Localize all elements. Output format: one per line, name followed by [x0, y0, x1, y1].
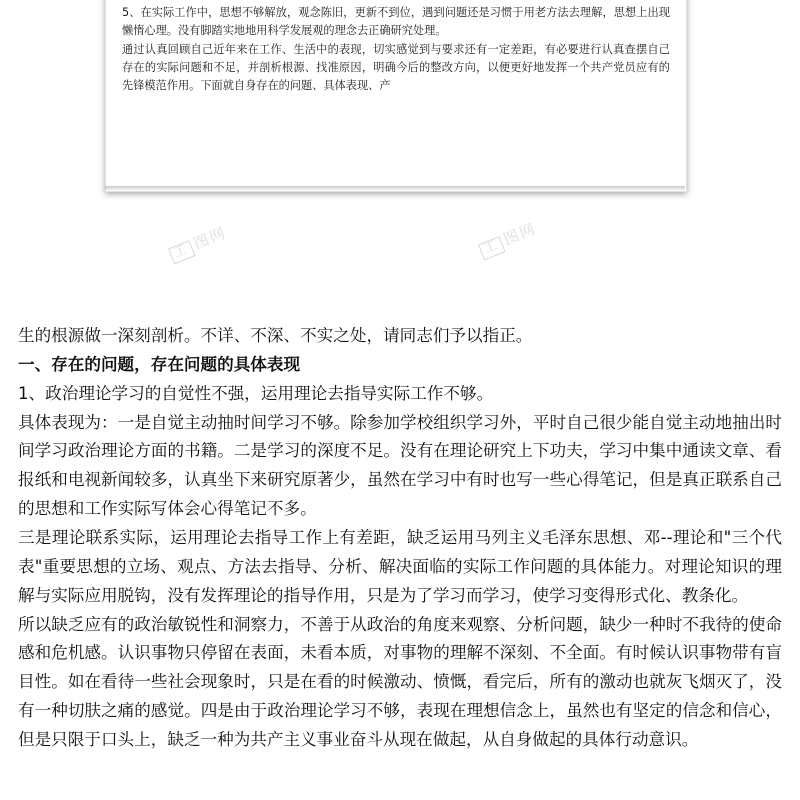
preview-paragraph — [122, 0, 670, 3]
document-preview-region — [0, 0, 800, 300]
watermark-text: 图网 — [190, 223, 230, 253]
body-paragraph: 具体表现为：一是自觉主动抽时间学习不够。除参加学校组织学习外，平时自己很少能自觉主动地抽出时间学习政治理论方面的书籍。二是学习的深度不足。没有在理论研究上下功夫，学习中集中通读文章、看报纸和电视新闻较多，认真坐下来研究原著少，虽然在学习中有时也写一些心得笔记，但是真正联系自己的思想和工作实际写体会心得笔记不多。 — [18, 412, 782, 519]
scanned-page-text — [106, 0, 686, 104]
scanned-page-card — [105, 0, 687, 192]
body-paragraph: 三是理论联系实际，运用理论去指导工作上有差距，缺乏运用马列主义毛泽东思想、邓--理论和"三个代表"重要思想的立场、观点、方法去指导、分析、解决面临的实际工作问题的具体能力。对理论知识的理解与实际应用脱钩，没有发挥理论的指导作用，只是为了学习而学习，使学习变得形式化、教条化。 — [18, 528, 782, 605]
preview-paragraph: 5、在实际工作中，思想不够解放，观念陈旧，更新不到位，遇到问题还是习惯于用老方法去理解，思想上出现懒惰心理。没有脚踏实地地用科学发展观的理念去正确研究处理。 — [122, 5, 670, 37]
preview-paragraph: 通过认真回顾自己近年来在工作、生活中的表现，切实感觉到与要求还有一定差距，有必要进行认真查摆自己存在的实际问题和不足，并剖析根源、找准原因，明确今后的整改方向，以便更好地发挥一个共产党员应有的先锋模范作用。下面就自身存在的问题、具体表现、产 — [122, 42, 670, 93]
document-body — [18, 322, 782, 755]
watermark-badge: 工 — [168, 240, 196, 264]
body-paragraph: 生的根源做一深刻剖析。不详、不深、不实之处，请同志们予以指正。 — [18, 326, 533, 345]
body-paragraph: 所以缺乏应有的政治敏锐性和洞察力，不善于从政治的角度来观察、分析问题，缺少一种时不我待的使命感和危机感。认识事物只停留在表面，未看本质，对事物的理解不深刻、不全面。有时候认识事物带有盲目性。如在看待一些社会现象时，只是在看的时候激动、愤慨，看完后，所有的激动也就灰飞烟灭了，没有一种切肤之痛的感觉。四是由于政治理论学习不够，表现在理想信念上，虽然也有坚定的信念和信心，但是只限于口头上，缺乏一种为共产主义事业奋斗从现在做起，从自身做起的具体行动意识。 — [18, 614, 782, 750]
watermark-text: 图网 — [500, 219, 540, 249]
body-heading: 一、存在的问题，存在问题的具体表现 — [18, 354, 301, 374]
card-bottom-shadow — [105, 186, 685, 191]
watermark-badge: 工 — [478, 236, 506, 260]
body-paragraph: 1、政治理论学习的自觉性不强，运用理论去指导实际工作不够。 — [18, 383, 494, 403]
